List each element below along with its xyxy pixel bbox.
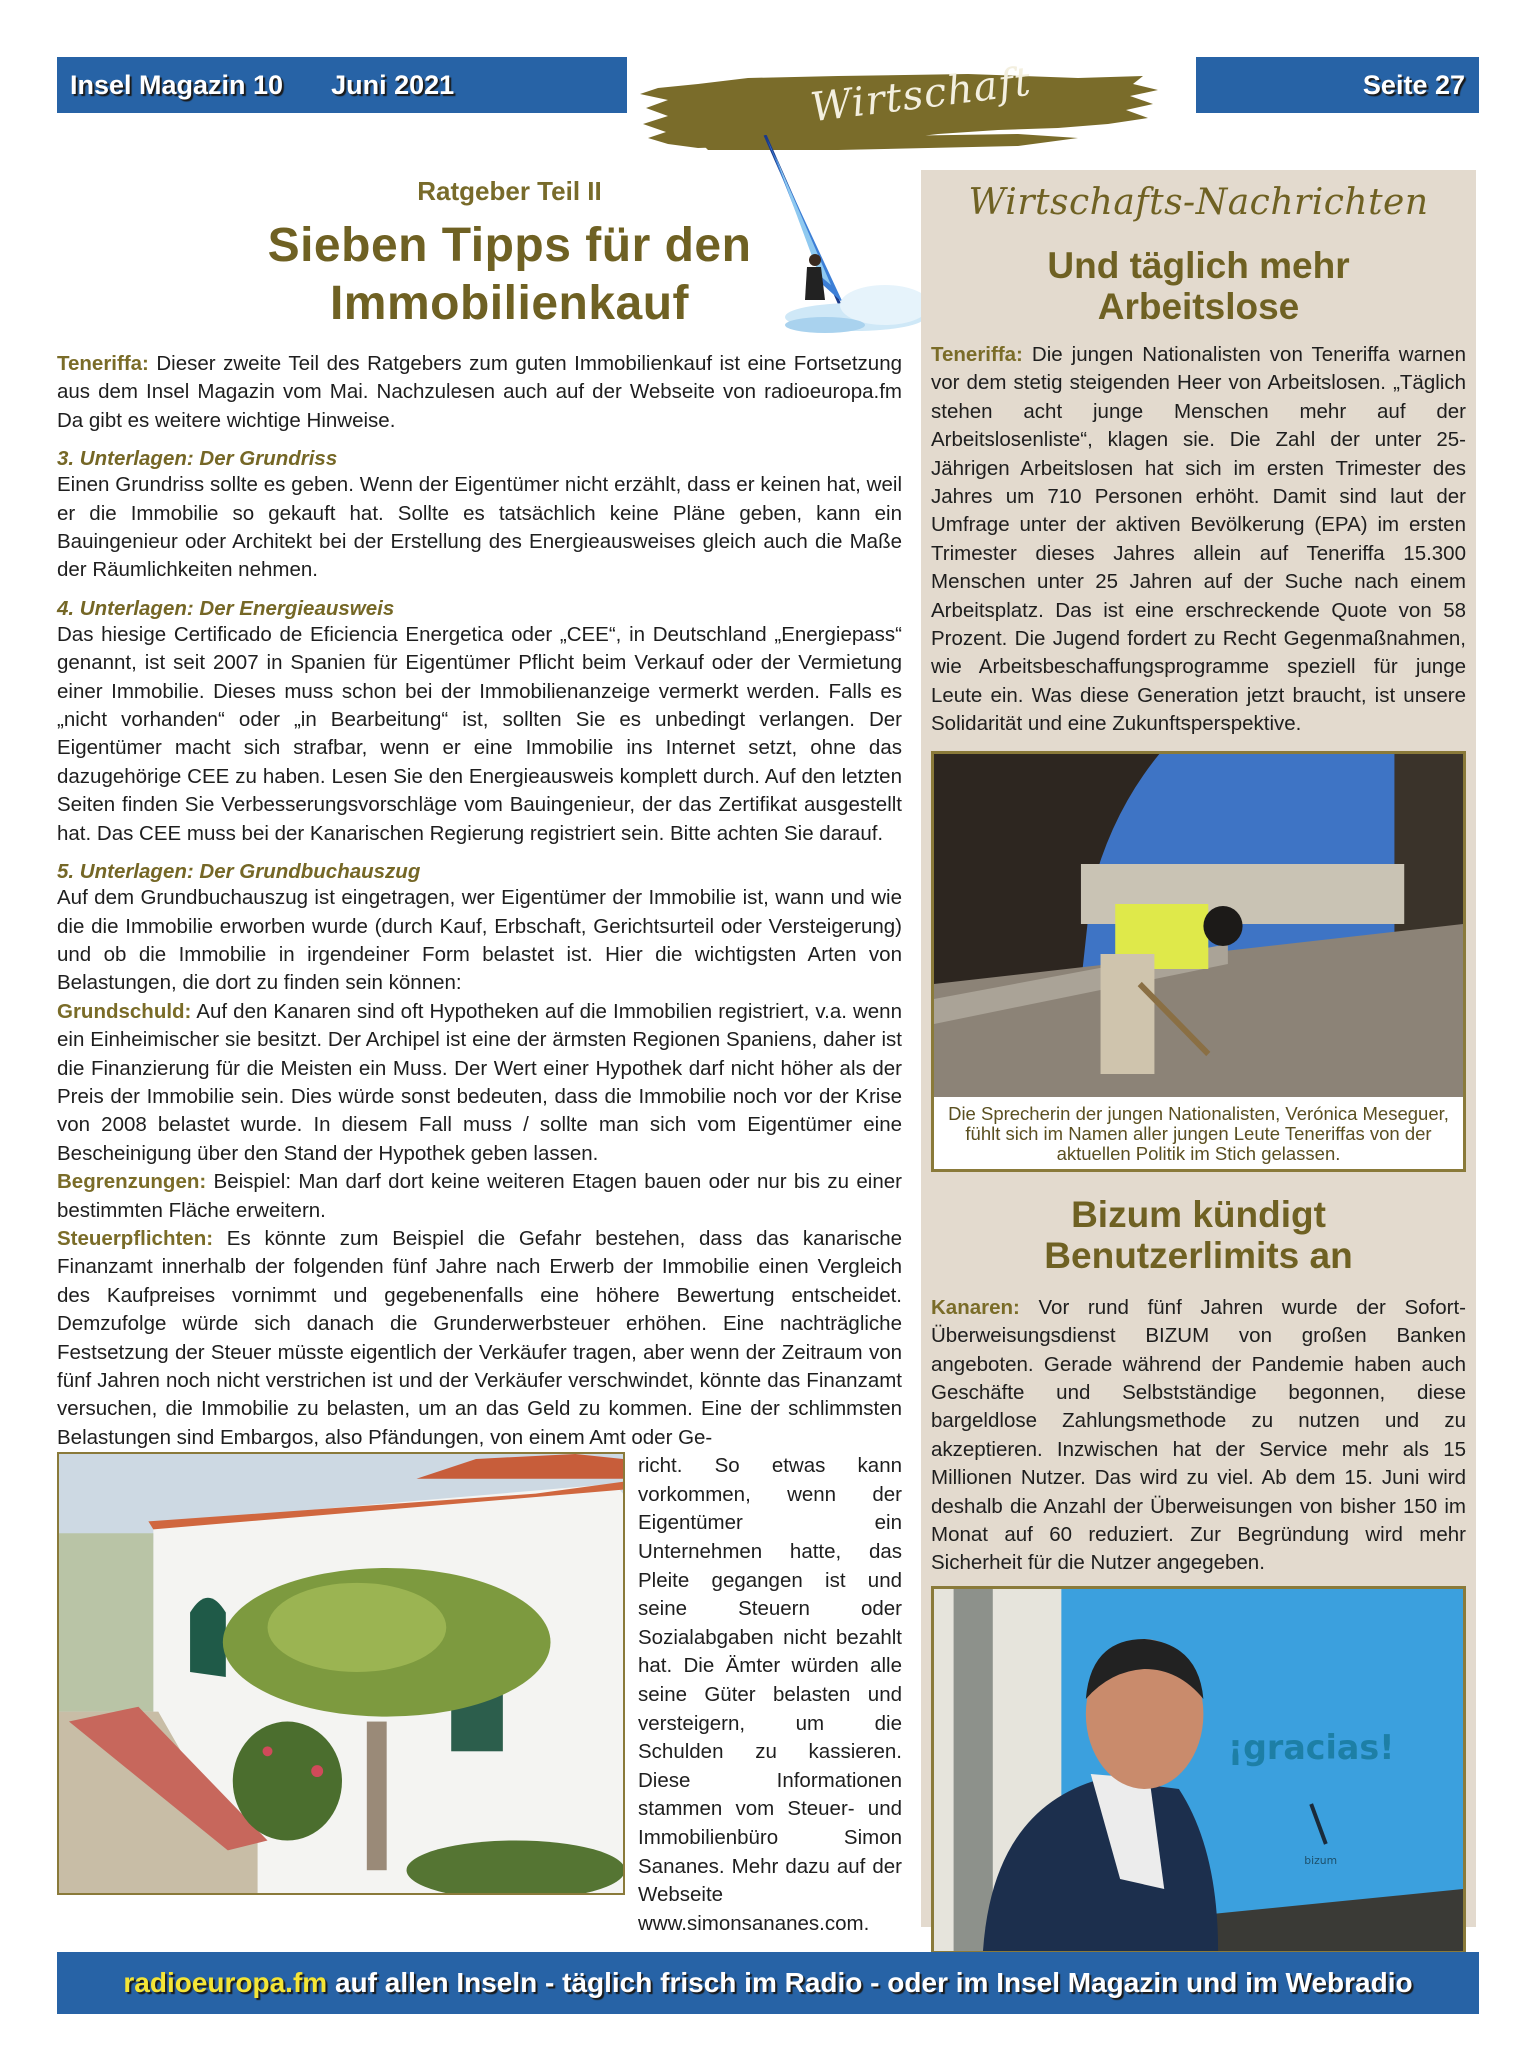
photo-caption: Die Sprecherin der jungen Nationalisten, Verónica Meseguer, fühlt sich im Namen aller jungen Leute Teneriffas von der aktuellen Politik im Stich gelassen. — [948, 1102, 1449, 1164]
speaker-photo — [934, 1589, 1463, 1951]
section-text: Einen Grundriss sollte es geben. Wenn der Eigentümer nicht erzählt, dass er keinen hat, weil er die Immobilie so gekauft hat. Sollte es tatsächlich keine Pläne geben, kann ein Bauingenieur oder Architekt bei der Erstellung des Energieausweises gleich auch die Maße der Räumlichkeiten nehmen. — [57, 473, 902, 582]
story-text — [921, 1294, 1476, 1578]
section-label: Wirtschaft — [808, 58, 1034, 132]
website-link[interactable]: radioeuropa.fm — [123, 1967, 328, 1998]
screen-text: ¡gracias! — [1227, 1727, 1395, 1767]
section-text: Das hiesige Certificado de Eficiencia Energetica oder „CEE“, in Deutschland „Energiepass“ genannt, ist seit 2007 in Spanien für Eigentümer Pflicht beim Verkauf oder der Vermietung einer Immobilie. Dieses muss schon bei der Immobilienanzeige vermerkt werden. Falls es „nicht vorhanden“ oder „in Bearbeitung“ ist, sollten Sie es unbedingt verlangen. Der Eigentümer macht sich strafbar, wenn er eine Immobilie ins Internet setzt, ohne das dazugehörige CEE zu haben. Lesen Sie den Energieausweis komplett durch. Auf den letzten Seiten finden Sie Verbesserungsvorschläge vom Bauingenieur, der das Zertifikat ausgestellt hat. Das CEE muss bei der Kanarischen Regierung registriert sein. Bitte achten Sie darauf. — [57, 622, 902, 845]
item-text: Es könnte zum Beispiel die Gefahr bestehen, dass das kanarische Finanzamt innerhalb der folgenden fünf Jahre nach Erwerb der Immobilie einen Vergleich des Kaufpreises vornimmt und gegebenenfalls eine höhere Bewertung entscheidet. Demzufolge würde sich danach die Grunderwerbsteuer erhöhen. Eine nachträgliche Festsetzung der Steuer müsste eigentlich der Verkäufer tragen, aber wenn der Zeitraum von fünf Jahren noch nicht verstrichen ist und der Verkäufer verschwindet, könnte das Finanzamt versuchen, die Immobilie zu belasten, um an das Geld zu kommen. Eine der schlimmsten Belastungen sind Embargos, also Pfändungen, von einem Amt oder Ge- — [57, 1226, 902, 1449]
list-item — [57, 1168, 902, 1225]
item-text: Beispiel: Man darf dort keine weiteren Etagen bauen oder nur bis zu einer bestimmten Fläche erweitern. — [57, 1170, 902, 1222]
story-body: Vor rund fünf Jahren wurde der Sofort-Überweisungsdienst BIZUM von großen Banken angeboten. Gerade während der Pandemie haben auch Geschäfte und Selbstständige begonnen, diese bargeldlose Zahlungsmethode zu nutzen und zu akzeptieren. Inzwischen hat der Service mehr als 15 Millionen Nutzer. Das wird zu viel. Ab dem 15. Juni wird deshalb die Anzahl der Überweisungen von bisher 150 im Monat auf 60 reduziert. Zur Begründung wird mehr Sicherheit für die Nutzer angegeben. — [931, 1295, 1466, 1575]
item-lead: Steuerpflichten: — [57, 1226, 214, 1250]
sidebar-title: Wirtschafts-Nachrichten — [968, 182, 1429, 223]
headline-line-1: Sieben Tipps für den — [267, 219, 752, 272]
headline-line-2: Arbeitslose — [1097, 286, 1300, 327]
wrap-section — [57, 1452, 902, 1938]
article-headline — [117, 217, 902, 333]
item-lead: Begrenzungen: — [57, 1170, 207, 1194]
story-text — [921, 341, 1476, 739]
worker-photo — [934, 754, 1463, 1097]
page-number: Seite 27 — [1362, 69, 1465, 100]
list-item — [57, 1225, 902, 1452]
headline-line-2: Immobilienkauf — [329, 277, 690, 330]
photo-frame — [931, 1586, 1466, 1954]
header-left-bar — [57, 57, 627, 113]
headline-line-1: Bizum kündigt — [1071, 1193, 1326, 1235]
article-intro — [57, 350, 902, 435]
intro-text: Dieser zweite Teil des Ratgebers zum guten Immobilienkauf ist eine Fortsetzung aus dem Insel Magazin vom Mai. Nachzulesen auch auf der Webseite von radioeuropa.fm Da gibt es weitere wichtige Hinweise. — [57, 352, 902, 432]
footer-text: auf allen Inseln - täglich frisch im Radio - oder im Insel Magazin und im Webradio — [327, 1967, 1413, 1998]
section-heading: 5. Unterlagen: Der Grundbuchauszug — [57, 860, 421, 884]
main-article — [57, 170, 902, 1938]
item-lead: Grundschuld: — [57, 999, 192, 1023]
section-heading: 4. Unterlagen: Der Energieausweis — [57, 596, 395, 620]
magazine-name: Insel Magazin 10 — [70, 69, 284, 100]
article-kicker: Ratgeber Teil II — [417, 176, 602, 206]
header-right-bar — [1196, 57, 1479, 113]
dateline: Teneriffa: — [931, 343, 1023, 366]
section-heading: 3. Unterlagen: Der Grundriss — [57, 447, 338, 471]
story-headline — [921, 245, 1476, 327]
story-body: Die jungen Nationalisten von Teneriffa warnen vor dem stetig steigenden Heer von Arbeitslosen. „Täglich stehen acht junge Menschen mehr auf der Arbeitslosenliste“, klagen sie. Die Zahl der unter 25-Jährigen Arbeitslosen hat sich im ersten Trimester des Jahres um 710 Personen erhöht. Damit sind laut der Umfrage unter der aktiven Bevölkerung (EPA) im ersten Trimester dieses Jahres allein auf Teneriffa 15.300 Menschen unter 25 Jahren auf der Suche nach einem Arbeitsplatz. Das ist eine erschreckende Quote von 58 Prozent. Die Jugend fordert zu Recht Gegenmaßnahmen, wie Arbeitsbeschaffungsprogramme speziell für junge Leute ein. Was diese Generation jetzt braucht, ist unsere Solidarität und eine Zukunftsperspektive. — [931, 343, 1466, 736]
headline-line-1: Und täglich mehr — [1047, 245, 1350, 286]
logo-text: bizum — [1304, 1853, 1338, 1867]
headline-line-2: Benutzerlimits an — [1044, 1234, 1353, 1276]
dateline: Teneriffa: — [57, 352, 149, 375]
list-item — [57, 998, 902, 1168]
item-text: Auf den Kanaren sind oft Hypotheken auf die Immobilien registriert, v.a. wenn ein Einheimischer sie besitzt. Der Archipel ist eine der ärmsten Regionen Spaniens, daher ist die Finanzierung für die Meisten ein Muss. Der Wert einer Hypothek darf nicht höher als der Preis der Immobilie sein. Dies würde sonst bedeuten, dass die Immobilie noch vor der Krise von 2008 belastet wurde. In diesem Fall muss / sollte man sich vom Eigentümer eine Bescheinigung über den Stand der Hypothek geben lassen. — [57, 999, 902, 1165]
dateline: Kanaren: — [931, 1295, 1020, 1319]
issue-date: Juni 2021 — [331, 69, 455, 100]
wrap-text: richt. So etwas kann vorkommen, wenn der Eigentümer ein Unternehmen hatte, das Pleite gegangen ist und seine Steuern oder Sozialabgaben nicht bezahlt hat. Die Ämter würden alle seine Güter belasten und versteigern, um die Schulden zu kassieren. Diese Informationen stammen vom Steuer- und Immobilienbüro Simon Sananes. Mehr dazu auf der Webseite www.simonsananes.com. — [638, 1454, 902, 1935]
news-sidebar — [921, 170, 1476, 1927]
house-photo — [57, 1452, 625, 1895]
section-text: Auf dem Grundbuchauszug ist eingetragen, wer Eigentümer der Immobilie ist, wann und wie die die Immobilie erworben wurde (durch Kauf, Erbschaft, Gerichtsurteil oder Versteigerung) und ob die Immobilie in irgendeiner Form belastet ist. Hier die wichtigsten Arten von Belastungen, die dort zu finden sein können: — [57, 886, 902, 995]
photo-frame — [931, 751, 1466, 1172]
story-headline — [921, 1194, 1476, 1276]
footer-banner — [57, 1952, 1479, 2014]
